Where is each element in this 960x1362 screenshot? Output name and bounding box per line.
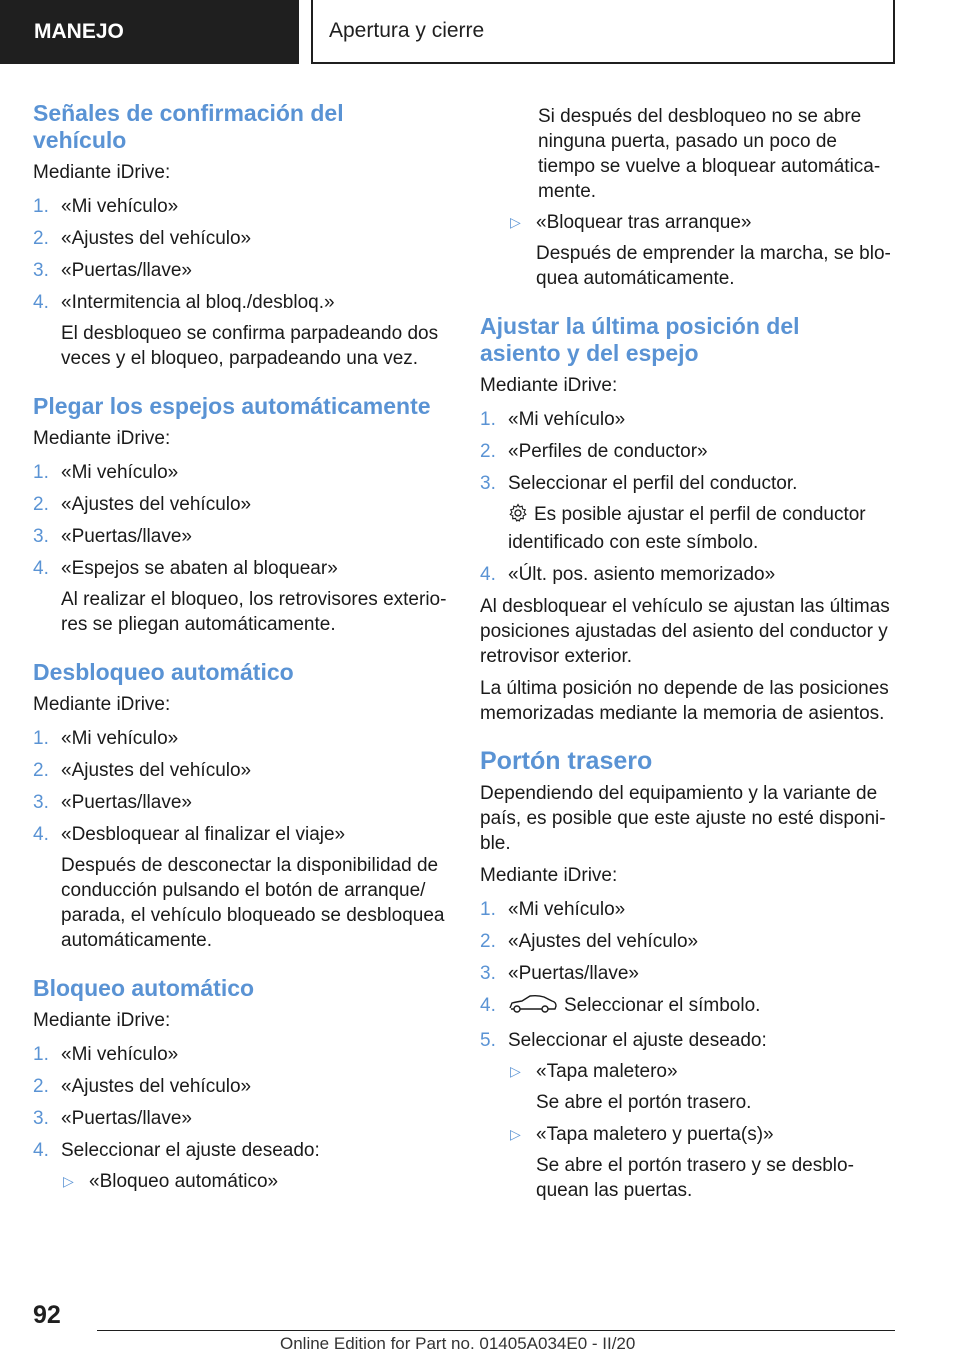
list-item: 2. «Ajustes del vehículo» bbox=[33, 228, 252, 249]
gear-profile-icon bbox=[508, 503, 528, 530]
list-item: 2. «Ajustes del vehículo» bbox=[33, 1076, 252, 1097]
list-item: 3. Seleccionar el perfil del conductor. Es posible ajustar el perfil de conductor identificado con este símbolo. bbox=[480, 471, 895, 555]
paragraph: La última posición no depende de las posiciones memorizadas mediante la memoria de asientos. bbox=[480, 678, 889, 724]
steps-list bbox=[33, 1042, 448, 1194]
intro-text: Mediante iDrive: bbox=[33, 1010, 171, 1031]
option-list bbox=[61, 1169, 448, 1194]
left-column bbox=[33, 100, 448, 1201]
list-item: 4. Seleccionar el ajuste deseado: ▷ «Bloqueo automático» bbox=[33, 1138, 448, 1194]
page-number: 92 bbox=[33, 1301, 61, 1329]
list-item: 4. «Últ. pos. asiento memorizado» bbox=[480, 564, 776, 585]
steps-list bbox=[33, 726, 448, 953]
footer-edition: Online Edition for Part no. 01405A034E0 - II/20 bbox=[280, 1334, 636, 1353]
option-item: ▷ «Bloqueo automático» bbox=[63, 1171, 279, 1192]
paragraph: Dependiendo del equipamiento y la variante de país, es posible que este ajuste no esté disponi‐ ble. bbox=[480, 783, 886, 854]
intro-text: Mediante iDrive: bbox=[33, 694, 171, 715]
list-item: 1. «Mi vehículo» bbox=[33, 728, 179, 749]
triangle-right-icon: ▷ bbox=[63, 1173, 74, 1189]
list-item: 3. «Puertas/llave» bbox=[480, 963, 639, 984]
section-header bbox=[0, 0, 299, 64]
steps-list bbox=[33, 194, 448, 371]
list-item: 2. «Ajustes del vehículo» bbox=[33, 494, 252, 515]
steps-list bbox=[33, 460, 448, 637]
list-item: 2. «Perfiles de conductor» bbox=[480, 441, 708, 462]
chapter-header bbox=[311, 0, 895, 64]
option-note: Se abre el portón trasero y se desblo‐ quean las puertas. bbox=[536, 1155, 854, 1201]
triangle-right-icon: ▷ bbox=[510, 214, 521, 230]
heading-confirmation-signals: Señales de confirmación del vehículo bbox=[33, 100, 344, 153]
section-confirmation-signals bbox=[33, 100, 448, 371]
paragraph: Al desbloquear el vehículo se ajustan las últimas posiciones ajustadas del asiento del conductor y retrovisor exterior. bbox=[480, 596, 890, 667]
list-item: 3. «Puertas/llave» bbox=[33, 260, 192, 281]
intro-text: Mediante iDrive: bbox=[480, 865, 618, 886]
section-auto-unlock bbox=[33, 659, 448, 953]
option-item: ▷ «Tapa maletero y puerta(s)» Se abre el portón trasero y se desblo‐ quean las puertas. bbox=[508, 1122, 895, 1203]
section-tailgate bbox=[480, 748, 895, 1203]
section-fold-mirrors bbox=[33, 393, 448, 637]
option-note: Después de emprender la marcha, se blo‐ quea automáticamente. bbox=[536, 243, 891, 289]
car-tailgate-icon bbox=[508, 994, 558, 1021]
list-item: 4. «Espejos se abaten al bloquear» Al realizar el bloqueo, los retrovisores exterio‐ res se pliegan automáticamente. bbox=[33, 558, 447, 635]
list-item: 3. «Puertas/llave» bbox=[33, 526, 192, 547]
footer-divider bbox=[97, 1330, 895, 1331]
option-note: Se abre el portón trasero. bbox=[536, 1092, 752, 1113]
heading-auto-lock: Bloqueo automático bbox=[33, 975, 255, 1001]
continued-note: Si después del desbloqueo no se abre ninguna puerta, pasado un poco de tiempo se vuelve a bloquear automática‐ mente. bbox=[538, 106, 881, 202]
step-note: Al realizar el bloqueo, los retrovisores exterio‐ res se pliegan automáticamente. bbox=[61, 589, 447, 635]
intro-text: Mediante iDrive: bbox=[480, 375, 618, 396]
list-item: 1. «Mi vehículo» bbox=[33, 1044, 179, 1065]
heading-fold-mirrors: Plegar los espejos automáticamente bbox=[33, 393, 431, 419]
list-item: 4. «Desbloquear al finalizar el viaje» Después de desconectar la disponibilidad de conducción pulsando el botón de arranque/ parada, el vehículo bloqueado se desbloquea automáticamente. bbox=[33, 822, 448, 953]
intro-text: Mediante iDrive: bbox=[33, 428, 171, 449]
list-item: 1. «Mi vehículo» bbox=[33, 196, 179, 217]
list-item: 1. «Mi vehículo» bbox=[33, 462, 179, 483]
list-item: 3. «Puertas/llave» bbox=[33, 792, 192, 813]
list-item: 2. «Ajustes del vehículo» bbox=[480, 931, 699, 952]
step-note: El desbloqueo se confirma parpadeando dos veces y el bloqueo, parpadeando una vez. bbox=[61, 323, 439, 369]
list-item: 3. «Puertas/llave» bbox=[33, 1108, 192, 1129]
steps-list bbox=[480, 897, 895, 1203]
list-item: 4. «Intermitencia al bloq./desbloq.» El desbloqueo se confirma parpadeando dos veces y el bloqueo, parpadeando una vez. bbox=[33, 290, 448, 371]
triangle-right-icon: ▷ bbox=[510, 1063, 521, 1079]
list-item: 2. «Ajustes del vehículo» bbox=[33, 760, 252, 781]
list-item: 5. Seleccionar el ajuste deseado: ▷ «Tapa maletero» Se abre el portón trasero. ▷ «Tapa maletero y puerta(s)» Se abre el portón trasero y se desblo‐ quean las puertas. bbox=[480, 1028, 895, 1203]
option-list bbox=[508, 210, 895, 291]
list-item: 1. «Mi vehículo» bbox=[480, 899, 626, 920]
heading-tailgate: Portón trasero bbox=[480, 747, 653, 775]
list-item: 4. Seleccionar el símbolo. bbox=[480, 993, 895, 1021]
section-auto-lock bbox=[33, 975, 448, 1194]
option-list bbox=[508, 1059, 895, 1203]
chapter-title: Apertura y cierre bbox=[329, 19, 485, 42]
section-last-position bbox=[480, 313, 895, 726]
option-item: ▷ «Bloquear tras arranque» Después de emprender la marcha, se blo‐ quea automáticamente. bbox=[508, 210, 895, 291]
steps-list bbox=[480, 407, 895, 587]
heading-last-position: Ajustar la última posición del asiento y del espejo bbox=[480, 313, 800, 366]
icon-note: Es posible ajustar el perfil de conductor identificado con este símbolo. bbox=[508, 504, 866, 553]
heading-auto-unlock: Desbloqueo automático bbox=[33, 659, 294, 685]
triangle-right-icon: ▷ bbox=[510, 1126, 521, 1142]
step-note: Después de desconectar la disponibilidad de conducción pulsando el botón de arranque/ parada, el vehículo bloqueado se desbloquea automáticamente. bbox=[61, 855, 445, 951]
list-item: 1. «Mi vehículo» bbox=[480, 409, 626, 430]
option-item: ▷ «Tapa maletero» Se abre el portón trasero. bbox=[508, 1059, 895, 1115]
section-title: MANEJO bbox=[34, 20, 124, 43]
right-column bbox=[480, 104, 895, 1210]
intro-text: Mediante iDrive: bbox=[33, 162, 171, 183]
